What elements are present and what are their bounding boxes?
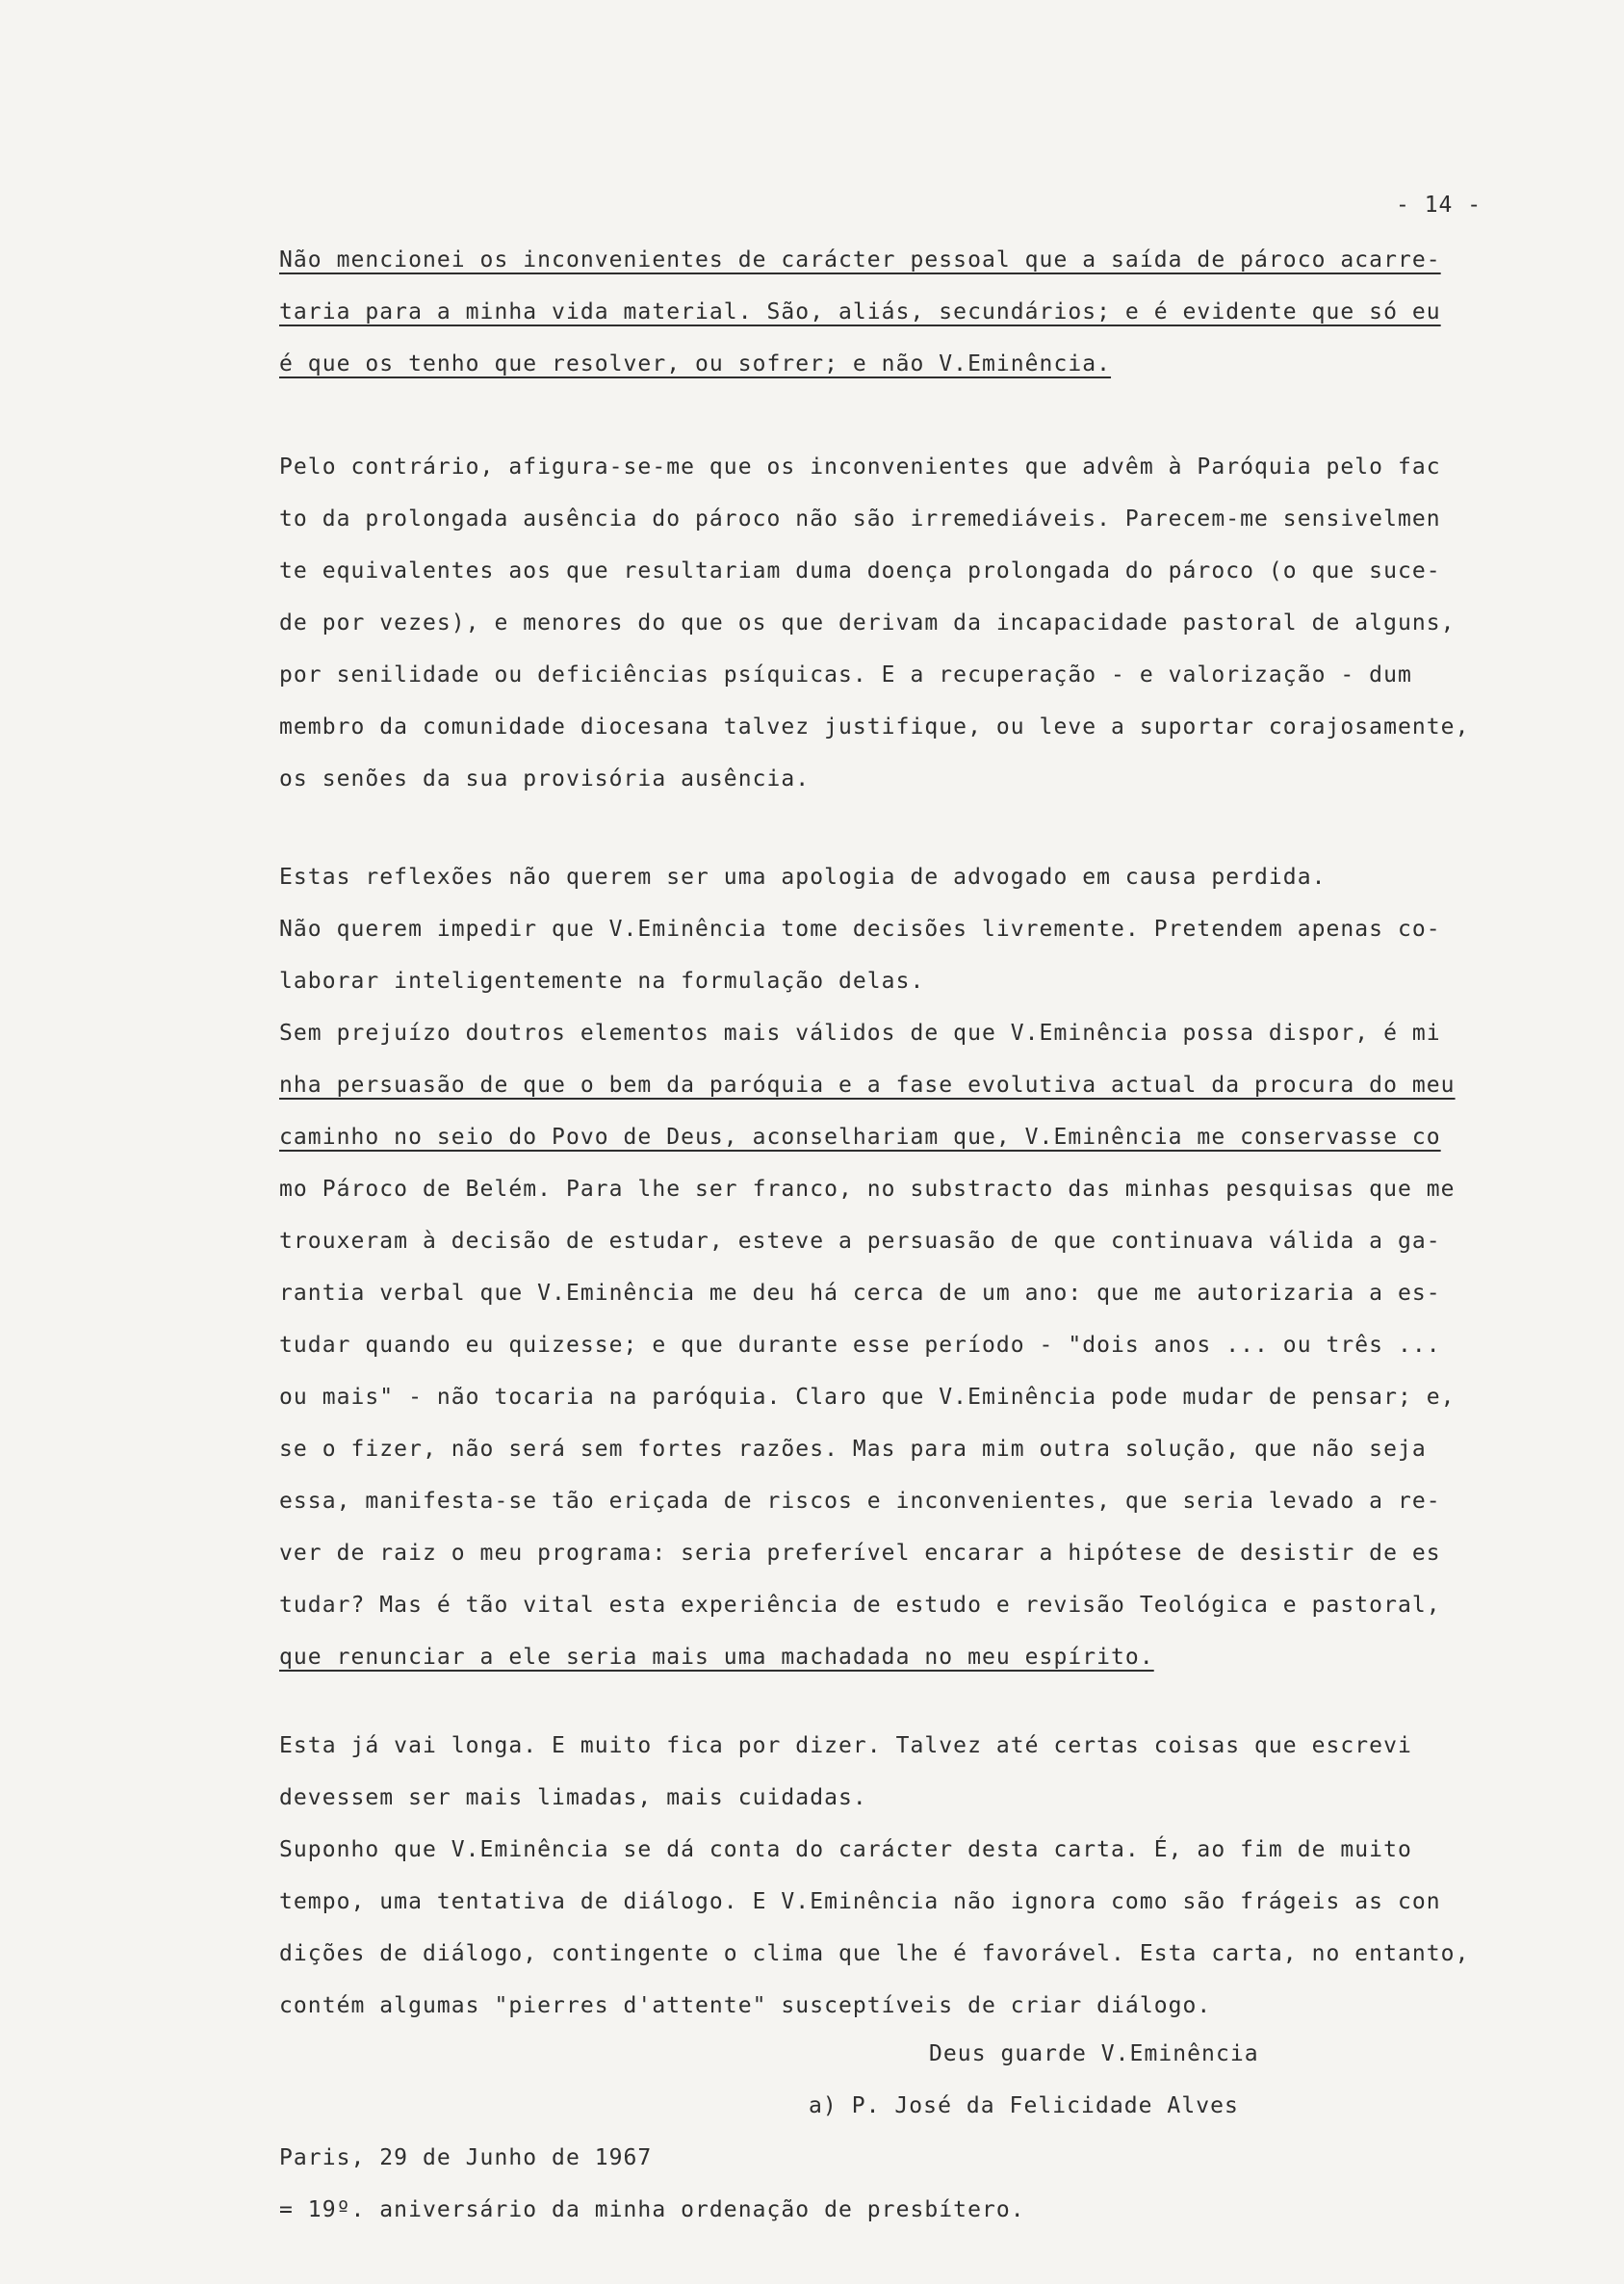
text-line: Não querem impedir que V.Eminência tome decisões livremente. Pretendem apenas co- bbox=[279, 917, 1441, 942]
paragraph-dialogo bbox=[279, 1720, 1521, 2032]
text-line: taria para a minha vida material. São, aliás, secundários; e é evidente que só eu bbox=[279, 299, 1441, 324]
text-line: Suponho que V.Eminência se dá conta do carácter desta carta. É, ao fim de muito bbox=[279, 1837, 1412, 1862]
text-line: Não mencionei os inconvenientes de carácter pessoal que a saída de pároco acarre- bbox=[279, 247, 1441, 273]
closing-salutation: Deus guarde V.Eminência bbox=[929, 2041, 1259, 2066]
place-date: Paris, 29 de Junho de 1967 bbox=[279, 2145, 653, 2170]
text-line: é que os tenho que resolver, ou sofrer; e não V.Eminência. bbox=[279, 351, 1112, 376]
text-line: tudar quando eu quizesse; e que durante esse período - "dois anos ... ou três ... bbox=[279, 1333, 1441, 1358]
text-line: Esta já vai longa. E muito fica por dizer. Talvez até certas coisas que escrevi bbox=[279, 1733, 1412, 1758]
text-line: devessem ser mais limadas, mais cuidadas. bbox=[279, 1785, 867, 1810]
text-line: tudar? Mas é tão vital esta experiência de estudo e revisão Teológica e pastoral, bbox=[279, 1593, 1441, 1618]
text-line: tempo, uma tentativa de diálogo. E V.Eminência não ignora como são frágeis as con bbox=[279, 1889, 1441, 1914]
text-line: mo Pároco de Belém. Para lhe ser franco, no substracto das minhas pesquisas que me bbox=[279, 1177, 1456, 1202]
signature: a) P. José da Felicidade Alves bbox=[809, 2093, 1239, 2118]
text-line: laborar inteligentemente na formulação delas. bbox=[279, 969, 925, 994]
text-line: essa, manifesta-se tão eriçada de riscos e inconvenientes, que seria levado a re- bbox=[279, 1489, 1441, 1514]
text-line: Pelo contrário, afigura-se-me que os inconvenientes que advêm à Paróquia pelo fac bbox=[279, 454, 1441, 480]
footnote: = 19º. aniversário da minha ordenação de presbítero. bbox=[279, 2197, 1025, 2222]
text-line: Sem prejuízo doutros elementos mais válidos de que V.Eminência possa dispor, é mi bbox=[279, 1021, 1441, 1046]
text-line: Estas reflexões não querem ser uma apologia de advogado em causa perdida. bbox=[279, 865, 1327, 890]
paragraph-inconvenientes-paroquia bbox=[279, 441, 1521, 805]
text-line-underlined: que renunciar a ele seria mais uma machadada no meu espírito. bbox=[279, 1645, 1154, 1670]
text-line-underlined: nha persuasão de que o bem da paróquia e a fase evolutiva actual da procura do meu bbox=[279, 1073, 1456, 1098]
text-line: ver de raiz o meu programa: seria preferível encarar a hipótese de desistir de es bbox=[279, 1541, 1441, 1566]
text-line: trouxeram à decisão de estudar, esteve a persuasão de que continuava válida a ga- bbox=[279, 1229, 1441, 1254]
text-line: de por vezes), e menores do que os que derivam da incapacidade pastoral de alguns, bbox=[279, 610, 1456, 636]
text-line: rantia verbal que V.Eminência me deu há cerca de um ano: que me autorizaria a es- bbox=[279, 1281, 1441, 1306]
text-line: ou mais" - não tocaria na paróquia. Claro que V.Eminência pode mudar de pensar; e, bbox=[279, 1385, 1456, 1410]
paragraph-reflexoes bbox=[279, 851, 1521, 1683]
text-line: membro da comunidade diocesana talvez justifique, ou leve a suportar corajosamente, bbox=[279, 714, 1470, 740]
text-line: por senilidade ou deficiências psíquicas. E a recuperação - e valorização - dum bbox=[279, 662, 1412, 688]
text-line: se o fizer, não será sem fortes razões. Mas para mim outra solução, que não seja bbox=[279, 1437, 1427, 1462]
text-line: te equivalentes aos que resultariam duma doença prolongada do pároco (o que suce- bbox=[279, 558, 1441, 584]
text-line: os senões da sua provisória ausência. bbox=[279, 766, 811, 792]
page-number: - 14 - bbox=[1396, 193, 1482, 218]
text-line-underlined: caminho no seio do Povo de Deus, aconselhariam que, V.Eminência me conservasse co bbox=[279, 1125, 1441, 1150]
text-line: contém algumas "pierres d'attente" susceptíveis de criar diálogo. bbox=[279, 1993, 1212, 2018]
text-line: to da prolongada ausência do pároco não são irremediáveis. Parecem-me sensivelmen bbox=[279, 506, 1441, 532]
text-line: dições de diálogo, contingente o clima que lhe é favorável. Esta carta, no entanto, bbox=[279, 1941, 1470, 1966]
paragraph-inconvenientes-pessoais bbox=[279, 234, 1521, 390]
